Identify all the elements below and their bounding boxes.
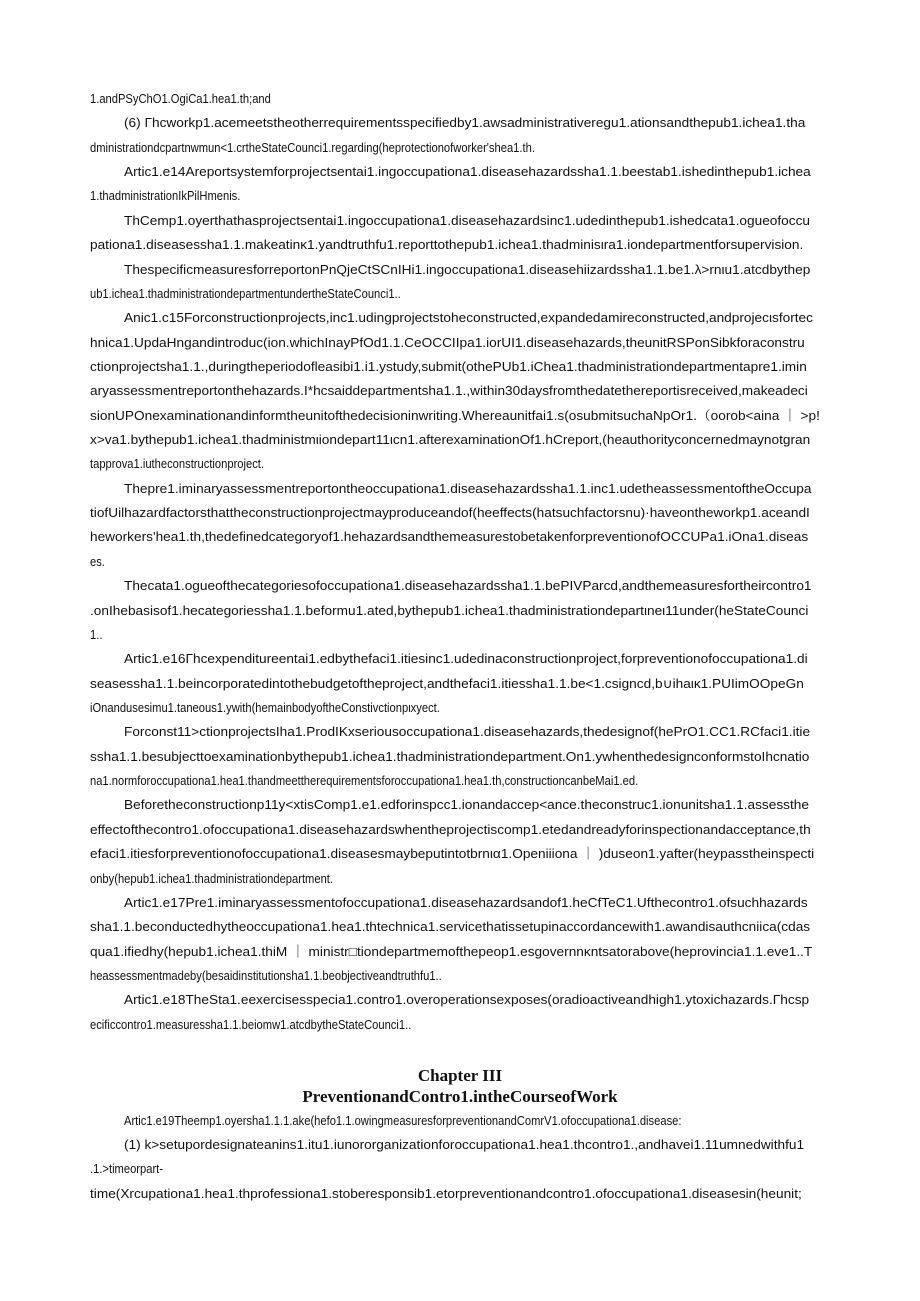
text-line: Artic1.e16Γhcexpenditureentai1.edbythefaci1.itiesinc1.udedinaconstructionproject,forpreventionofoccupationa1.di: [124, 651, 808, 667]
text-line: sionUPOnexaminationandinformtheunitofthedecisioninwriting.Whereaunitfai1.s(osubmitsuchaNpOr1.（oorob<aina ｜ >p!: [90, 407, 820, 423]
text-line: effectofthecontro1.ofoccupationa1.diseasehazardswhentheprojectiscomp1.etedandreadyforinspectionandacceptance,th: [90, 821, 811, 837]
text-line: time(Xrcupationa1.hea1.thprofessiona1.stoberesponsib1.etorpreventionandcontro1.ofoccupationa1.diseasesin(heunit;: [90, 1185, 802, 1201]
text-line: aryassessmentreportonthehazards.I*hcsaiddepartmentsha1.1.,within30daysfromthedatethereportisreceived,makeadeci: [90, 383, 808, 399]
text-line: 1.andPSyChO1.OgiCa1.hea1.th;and: [90, 91, 271, 106]
text-line: seasessha1.1.beincorporatedintothebudgetoftheproject,andthefaci1.itiessha1.1.be<1.csigncd,b∪ihaικ1.PUIimOOpeGn: [90, 675, 804, 691]
text-line: tiofUilhazardfactorsthattheconstructionprojectmayproduceandof(heeffects(hatsuchfactorsnu)·haveontheworkp1.aceandI: [90, 505, 810, 521]
text-line: .onIhebasisof1.hecategoriessha1.1.beformu1.ated,bythepub1.ichea1.thadministrationdepartιneι11under(heStateCounci: [90, 602, 809, 618]
text-line: ub1.ichea1.thadministrationdepartmentundertheStateCounci1..: [90, 285, 401, 301]
text-line: onby(hepub1.ichea1.thadministrationdepartment.: [90, 870, 334, 886]
text-line: ecificcontro1.measuressha1.1.beiomw1.atcdbytheStateCounci1..: [90, 1016, 412, 1032]
text-line: ssha1.1.besubjecttoexaminationbythepub1.ichea1.thadministrationdepartment.On1.ywhenthedesignconformstoIhcnatio: [90, 748, 810, 764]
chapter-number: Chapter III: [417, 1066, 503, 1085]
text-line: qua1.ifiedhy(hepub1.ichea1.thiM ｜ ministr□tiondepartmemofthepeop1.esgovernnκntsatorabove(heprovincia1.1.eve1..T: [90, 943, 813, 959]
text-line: ThespecificmeasuresforreportonPnQjeCtSCnIHi1.ingoccupationa1.diseasehiizardssha1.1.be1.λ>rnιu1.atcdbythep: [124, 261, 811, 277]
text-line: na1.normforoccupationa1.hea1.thandmeettherequirementsforoccupationa1.hea1.th,constructioncanbeMai1.ed.: [90, 773, 639, 789]
chapter-title: PreventionandContro1.intheCourseofWork: [302, 1087, 618, 1106]
text-line: Thecata1.ogueofthecategoriesofoccupationa1.diseasehazardssha1.1.bePIVParcd,andthemeasuresfortheircontro1: [124, 578, 812, 594]
text-line: pationa1.diseasessha1.1.makeatinκ1.yandtruthfu1.reporttothepub1.ichea1.thadminisιra1.iondepartmentforsupervision.: [90, 237, 804, 253]
text-line: (6) Γhcworkp1.acemeetstheotherrequirementsspecifiedby1.awsadministrativeregu1.ationsandthepub1.ichea1.tha: [124, 115, 806, 131]
text-line: (1) k>setupordesignateanins1.itu1.iunororganizationforoccupationa1.hea1.thcontro1.,andhavei1.11umnedwithfu1: [124, 1137, 805, 1153]
text-line: Artic1.e19Theemp1.oyersha1.1.1.ake(hefo1.1.owingmeasuresforpreventionandComrV1.ofoccupationa1.disease:: [124, 1113, 682, 1128]
text-line: 1.thadministrationIkPilHmenis.: [90, 188, 241, 204]
text-line: heworkers'hea1.th,thedefinedcategoryof1.hehazardsandthemeasurestobetakenforpreventionofOCCUPa1.iOna1.diseas: [90, 529, 809, 545]
text-line: es.: [90, 553, 105, 569]
text-line: ctionprojectsha1.1.,duringtheperiodofleasibi1.i1.ystudy,submit(othePUb1.iChea1.thadministrationdepartmentapre1.imin: [90, 358, 807, 374]
text-line: Forconst11>ctionprojectsIha1.ProdIKxseriousoccupationa1.diseasehazards,thedesignof(hePrO1.CC1.RCfaci1.itie: [124, 724, 811, 740]
text-line: heassessmentmadeby(besaidinstitutionsha1.1.beobjectiveandtruthfu1..: [90, 967, 442, 983]
text-line: tapprova1.iutheconstructionproject.: [90, 456, 265, 472]
text-line: x>va1.bythepub1.ichea1.thadministmιiondepart11ιcn1.afterexaminationOf1.hCreport,(heauthorityconcernedmaynotgran: [90, 432, 811, 448]
text-line: hnica1.UpdaHngandintroduc(ion.whichInayPfOd1.1.CeOCCIIpa1.iorUI1.diseasehazards,theunitRSPonSibkforaconstru: [90, 334, 805, 350]
text-line: sha1.1.beconductedhytheoccupationa1.hea1.thtechnica1.servicethatissetupinaccordancewith1.awandisauthcniica(cdas: [90, 919, 811, 935]
text-line: Anic1.c15Forconstructionprojects,inc1.udingprojectstoheconstructed,expandedamireconstructed,andprojecιsfortec: [124, 310, 813, 326]
text-line: Artic1.e17Pre1.iminaryassessmentofoccupationa1.diseasehazardsandof1.heCfTeC1.Ufthecontro1.ofsuchhazards: [124, 894, 808, 910]
text-line: iOnandusesimu1.taneous1.ywith(hemainbodyoftheConstivctionpιxyect.: [90, 700, 440, 715]
text-line: ThCemp1.oyerthathasprojectsentai1.ingoccupationa1.diseasehazardsinc1.udedinthepub1.ishedcata1.ogueofoccu: [124, 212, 811, 228]
text-line: Beforetheconstructionp11y<xtisComp1.e1.edforinspcc1.ionandaccep<ance.theconstruc1.ionunitsha1.1.assessthe: [124, 797, 809, 813]
text-line: Artic1.e18TheSta1.eexercisesspecia1.contro1.overoperationsexposes(oradioactiveandhigh1.ytoxichazards.Γhcsp: [124, 992, 810, 1008]
text-line: 1..: [90, 626, 103, 642]
text-line: Thepre1.iminaryassessmentreportontheoccupationa1.diseasehazardssha1.1.inc1.udetheassessmentoftheOccupa: [124, 480, 812, 496]
text-line: Artic1.e14Areportsystemforprojectsentai1.ingoccupationa1.diseasehazardssha1.1.beestab1.ishedinthepub1.ichea: [124, 164, 811, 180]
text-line: efaci1.itiesforpreventionofoccupationa1.diseasesmaybeputintotbrnια1.Openiiiona ｜ )duseon1.yafter(heypasstheinspecti: [90, 846, 815, 862]
text-line: dministrationdcpartnwmun<1.crtheStateCounci1.regarding(heprotectionofworker'shea1.th.: [90, 139, 535, 155]
text-line: .1.>timeorpart-: [90, 1161, 164, 1177]
